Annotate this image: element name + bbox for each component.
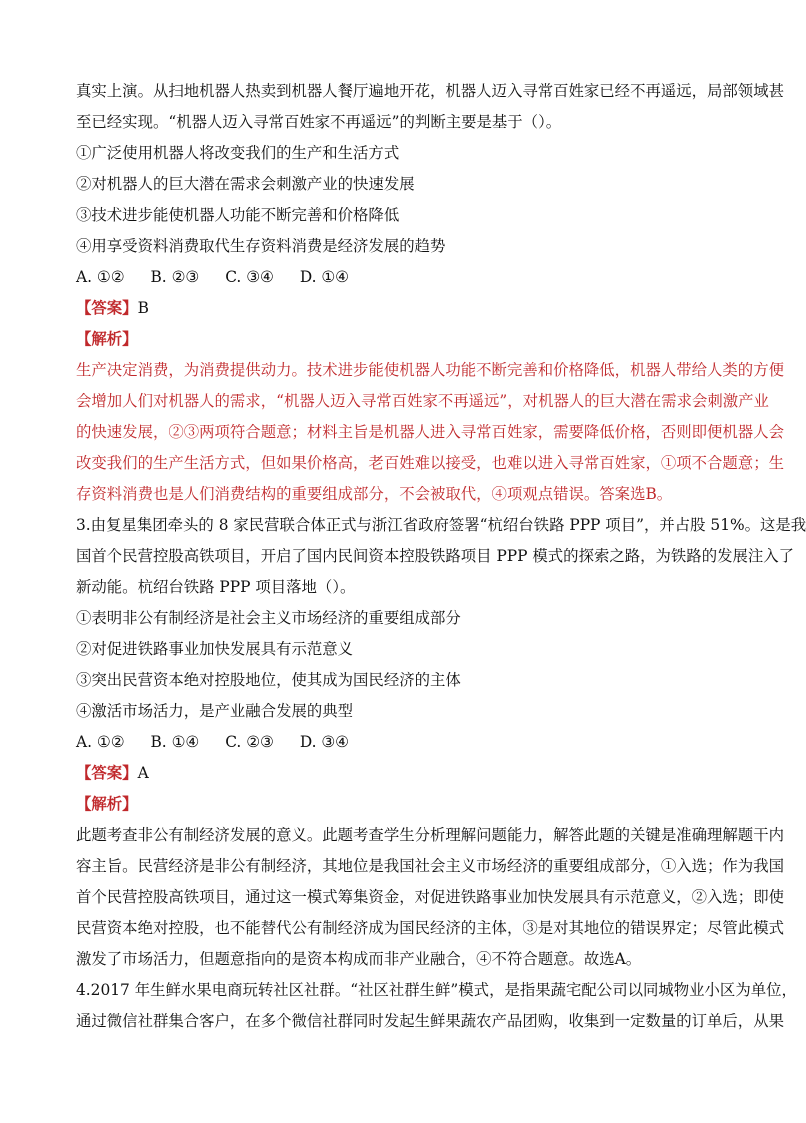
option-b: B. ②③ [150,268,200,286]
analysis-line: 生产决定消费，为消费提供动力。技术进步能使机器人功能不断完善和价格降低，机器人带给人类的方便 [76,361,784,379]
analysis-line: 激发了市场活力，但题意指向的是资本构成而非产业融合，④不符合题意。故选A。 [76,950,642,968]
question-stem-line: 3.由复星集团牵头的 8 家民营联合体正式与浙江省政府签署“杭绍台铁路 PPP 项目”，并占股 51%。这是我 [76,516,806,534]
question-2 [76,76,784,510]
statement-item: ①广泛使用机器人将改变我们的生产和生活方式 [76,144,400,162]
statement-item: ④用享受资料消费取代生存资料消费是经济发展的趋势 [76,237,446,255]
analysis-line: 民营资本绝对控股，也不能替代公有制经济成为国民经济的主体，③是对其地位的错误界定；尽管此模式 [76,919,784,937]
analysis-text [76,355,784,510]
answer-line [76,293,726,324]
analysis-text [76,820,784,975]
analysis-line: 容主旨。民营经济是非公有制经济，其地位是我国社会主义市场经济的重要组成部分，①入选；作为我国 [76,857,784,875]
option-d: D. ①④ [299,268,349,286]
statement-item: ②对促进铁路事业加快发展具有示范意义 [76,640,354,658]
analysis-line: 会增加人们对机器人的需求，“机器人迈入寻常百姓家不再遥远”，对机器人的巨大潜在需求会刺激产业 [76,392,769,410]
document-page [76,76,806,1037]
statement-item: ③技术进步能使机器人功能不断完善和价格降低 [76,206,400,224]
question-3 [76,510,806,975]
answer-label: 【答案】 [76,299,138,317]
analysis-label: 【解析】 [76,795,138,813]
answer-options [76,262,726,293]
answer-value: B [137,299,149,317]
option-d: D. ③④ [299,733,349,751]
question-stem-line: 新动能。杭绍台铁路 PPP 项目落地（）。 [76,578,356,596]
question-4 [76,975,797,1037]
statement-item: ①表明非公有制经济是社会主义市场经济的重要组成部分 [76,609,461,627]
question-stem-line: 4.2017 年生鲜水果电商玩转社区社群。“社区社群生鲜”模式，是指果蔬宅配公司以同城物业小区为单位， [76,981,797,999]
question-stem-line: 至已经实现。“机器人迈入寻常百姓家不再遥远”的判断主要是基于（）。 [76,113,562,131]
analysis-line: 改变我们的生产生活方式，但如果价格高，老百姓难以接受，也难以进入寻常百姓家，①项不合题意；生 [76,454,784,472]
analysis-line: 存资料消费也是人们消费结构的重要组成部分，不会被取代，④项观点错误。答案选B。 [76,485,673,503]
analysis-line: 的快速发展，②③两项符合题意；材料主旨是机器人进入寻常百姓家，需要降低价格，否则即便机器人会 [76,423,784,441]
analysis-heading [76,789,726,820]
option-a: A. ①② [76,268,125,286]
analysis-heading [76,324,726,355]
question-stem-line: 真实上演。从扫地机器人热卖到机器人餐厅遍地开花，机器人迈入寻常百姓家已经不再遥远，局部领域甚 [76,82,784,100]
answer-options [76,727,726,758]
analysis-line: 此题考查非公有制经济发展的意义。此题考查学生分析理解问题能力，解答此题的关键是准确理解题干内 [76,826,784,844]
statement-item: ④激活市场活力，是产业融合发展的典型 [76,702,354,720]
question-stem-line: 国首个民营控股高铁项目，开启了国内民间资本控股铁路项目 PPP 模式的探索之路，为铁路的发展注入了 [76,547,795,565]
analysis-line: 首个民营控股高铁项目，通过这一模式筹集资金，对促进铁路事业加快发展具有示范意义，②入选；即使 [76,888,784,906]
option-c: C. ②③ [225,733,274,751]
option-b: B. ①④ [150,733,200,751]
question-stem-line: 通过微信社群集合客户，在多个微信社群同时发起生鲜果蔬农产品团购，收集到一定数量的订单后，从果 [76,1012,784,1030]
option-a: A. ①② [76,733,125,751]
analysis-label: 【解析】 [76,330,138,348]
answer-label: 【答案】 [76,764,138,782]
answer-line [76,758,726,789]
answer-value: A [137,764,149,782]
statement-item: ②对机器人的巨大潜在需求会刺激产业的快速发展 [76,175,415,193]
option-c: C. ③④ [225,268,274,286]
statement-item: ③突出民营资本绝对控股地位，使其成为国民经济的主体 [76,671,461,689]
